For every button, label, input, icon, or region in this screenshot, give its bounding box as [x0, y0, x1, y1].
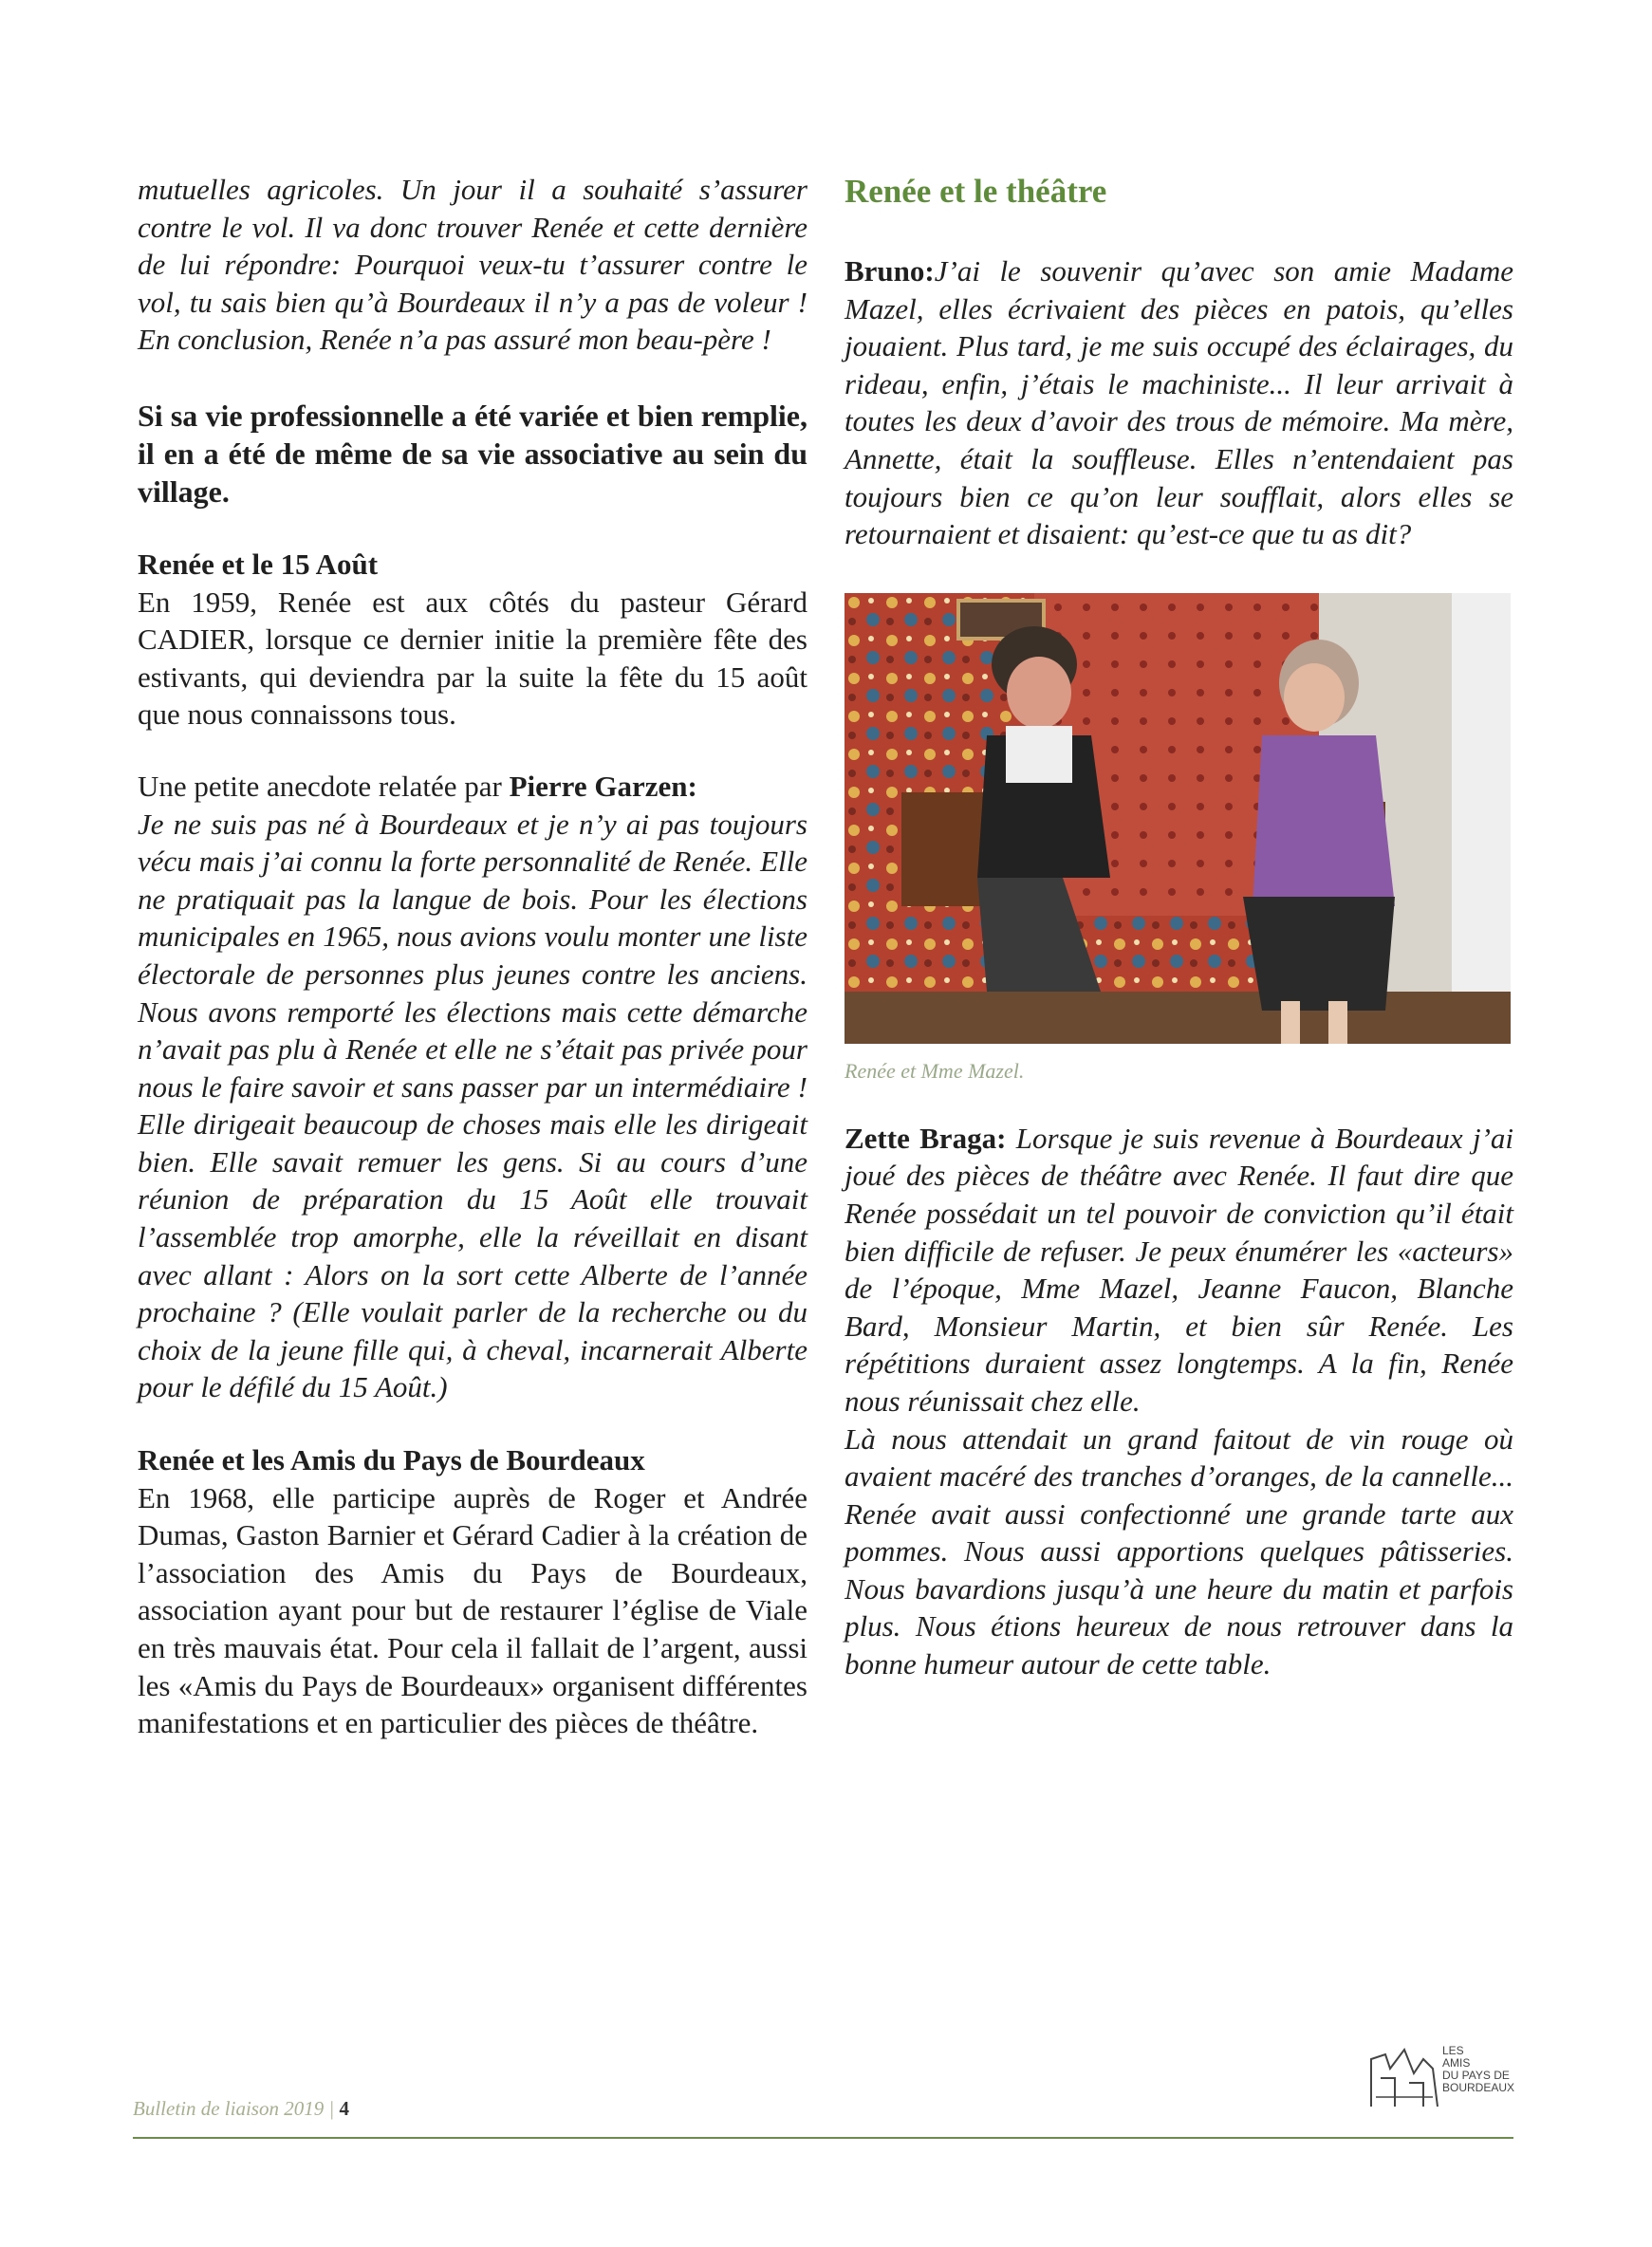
anecdote-text: Je ne suis pas né à Bourdeaux et je n’y ai pas toujours vécu mais j’ai connu la forte personnalité de Renée. Elle ne pratiquait pas la langue de bois. Pour les élections municipales en 1965, nous avions voulu monter une liste électorale de personnes plus jeunes contre les anciens. Nous avons remporté les élections mais cette démarche n’avait pas plu à Renée et elle ne s’était pas privée pour nous le faire savoir et sans passer par un intermédiaire ! Elle dirigeait beaucoup de choses mais elle les dirigeait bien. Elle savait remuer les gens. Si au cours d’une réunion de préparation du 15 Août elle trouvait l’assemblée trop amorphe, elle la réveillait en disant avec allant : Alors on la sort cette Alberte de l’année prochaine ? (Elle voulait parler de la recherche ou du choix de la jeune fille qui, à cheval, incarnerait Alberte pour le défilé du 15 Août.)	[138, 807, 807, 1404]
zette-paragraph-2: Là nous attendait un grand faitout de vin rouge où avaient macéré des tranches d’oranges, de la cannelle... Renée avait aussi confectionné une grande tarte aux pommes. Nous aussi apportions quelques pâtisseries. Nous bavardions jusqu’à une heure du matin et parfois plus. Nous étions heureux de nous retrouver dans la bonne humeur autour de cette table.	[845, 1421, 1513, 1681]
heading-15-aout: Renée et le 15 Août	[138, 547, 379, 581]
fete-paragraph: En 1959, Renée est aux côtés du pasteur Gérard CADIER, lorsque ce dernier initie la première fête des estivants, qui deviendra par la suite la fête du 15 août que nous connaissons tous.	[138, 585, 807, 732]
anecdote-colon: :	[687, 769, 697, 803]
anecdote-intro-text: Une petite anecdote relatée par	[138, 769, 510, 803]
intro-paragraph: mutuelles agricoles. Un jour il a souhaité s’assurer contre le vol. Il va donc trouver Renée et cette dernière de lui répondre: Pourquoi veux-tu t’assurer contre le vol, tu sais bien qu’à Bourdeaux il n’y a pas de voleur ! En conclusion, Renée n’a pas assuré mon beau-père !	[138, 173, 807, 357]
theatre-photo	[845, 593, 1511, 1044]
section-title-theatre: Renée et le théâtre	[845, 173, 1107, 210]
anecdote-intro	[138, 768, 807, 806]
zette-paragraph	[845, 1120, 1513, 1421]
theatre-photo-illustration	[845, 593, 1511, 1044]
logo-line-3: DU PAYS DE	[1442, 2069, 1510, 2082]
bruno-paragraph	[845, 252, 1513, 553]
logo-line-4: BOURDEAUX	[1442, 2081, 1515, 2094]
footer-rule	[133, 2137, 1513, 2139]
logo-text	[1442, 2045, 1514, 2094]
footer-bulletin	[133, 2097, 349, 2121]
right-column	[845, 171, 1513, 1683]
bruno-colon: :	[924, 254, 935, 288]
footer-separator: |	[328, 2097, 335, 2120]
bruno-name: Bruno	[845, 254, 925, 288]
amis-paragraph: En 1968, elle participe auprès de Roger et Andrée Dumas, Gaston Barnier et Gérard Cadier à la création de l’association des Amis du Pays de Bourdeaux, association ayant pour but de restaurer l’église de Viale en très mauvais état. Pour cela il fallait de l’argent, aussi les «Amis du Pays de Bourdeaux» organisent différentes manifestations et en particulier des pièces de théâtre.	[138, 1480, 807, 1740]
left-column	[138, 171, 807, 1742]
associative-life-paragraph: Si sa vie professionnelle a été variée et bien remplie, il en a été de même de sa vie associative au sein du village.	[138, 398, 807, 509]
bruno-text: J’ai le souvenir qu’avec son amie Madame Mazel, elles écrivaient des pièces en patois, qu’elles jouaient. Plus tard, je me suis occupé des éclairages, du rideau, enfin, j’étais le machiniste... Il leur arrivait à toutes les deux d’avoir des trous de mémoire. Ma mère, Annette, était la souffleuse. Elles n’entendaient pas toujours bien ce qu’on leur soufflait, alors elles se retournaient et disaient: qu’est-ce que tu as dit?	[845, 254, 1513, 551]
zette-name: Zette Braga	[845, 1121, 997, 1155]
heading-amis: Renée et les Amis du Pays de Bourdeaux	[138, 1443, 645, 1477]
page-number: 4	[339, 2097, 350, 2120]
logo-line-1: LES	[1442, 2044, 1464, 2057]
bulletin-label: Bulletin de liaison 2019	[133, 2097, 325, 2120]
zette-text: Lorsque je suis revenue à Bourdeaux j’ai joué des pièces de théâtre avec Renée. Il faut dire que Renée possédait un tel pouvoir de conviction qu’il était bien difficile de refuser. Je peux énumérer les «acteurs» de l’époque, Mme Mazel, Jeanne Faucon, Blanche Bard, Monsieur Martin, et bien sûr Renée. Les répétitions duraient assez longtemps. A la fin, Renée nous réunissait chez elle.	[845, 1121, 1514, 1418]
logo-line-2: AMIS	[1442, 2056, 1471, 2070]
photo-caption: Renée et Mme Mazel.	[845, 1058, 1025, 1083]
zette-colon: :	[996, 1121, 1007, 1155]
anecdote-author: Pierre Garzen	[509, 769, 688, 803]
